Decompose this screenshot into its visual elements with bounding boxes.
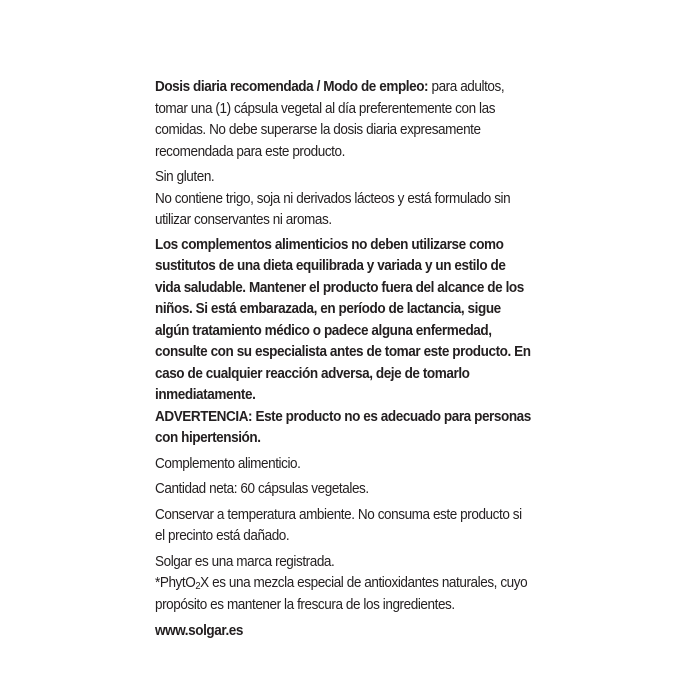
net-quantity-line: Cantidad neta: 60 cápsulas vegetales. (155, 481, 369, 497)
trademark-line: Solgar es una marca registrada. (155, 553, 335, 570)
footnote-text: es una mezcla especial de antioxidantes naturales, cuyo propósito es mantener la frescura de los ingredientes. (155, 575, 528, 613)
website-link[interactable]: www.solgar.es (155, 623, 243, 639)
footnote-paragraph (155, 573, 531, 616)
warning-text: Los complementos alimenticios no deben utilizarse como sustitutos de una dieta equilibrada y variada y un estilo de vida saludable. Mantener el producto fuera del alcance de los niños. Si está embarazada, en período de lactancia, sigue algún tratamiento médico o padece alguna enfermedad, consulte con su especialista antes de tomar este producto. En caso de cualquier reacción adversa, deje de tomarlo inmediatamente. (155, 236, 531, 403)
supplement-label-text (155, 77, 531, 643)
dosage-heading: Dosis diaria recomendada / Modo de empleo: (155, 79, 429, 95)
storage-paragraph: Conservar a temperatura ambiente. No consuma este producto si el precinto está dañado. (155, 506, 522, 544)
advertencia-paragraph (155, 407, 531, 450)
dosage-paragraph (155, 77, 531, 163)
advertencia-text: ADVERTENCIA: Este producto no es adecuado para personas con hipertensión. (155, 408, 531, 446)
footnote-letter-x: X (200, 575, 209, 591)
gluten-free-line: Sin gluten. (155, 169, 215, 185)
footnote-letter-o: O (185, 575, 196, 591)
allergen-info-paragraph: No contiene trigo, soja ni derivados lácteos y está formulado sin utilizar conservantes ni aromas. (155, 190, 511, 228)
footnote-prefix: *Phyt (155, 575, 186, 591)
category-line: Complemento alimenticio. (155, 455, 301, 472)
dosage-text: para adultos, tomar una (1) cápsula vegetal al día preferentemente con las comidas. No debe superarse la dosis diaria expresamente recomendada para este producto. (155, 79, 505, 160)
footnote-subscript: 2 (195, 581, 201, 592)
warning-paragraph (155, 235, 531, 407)
